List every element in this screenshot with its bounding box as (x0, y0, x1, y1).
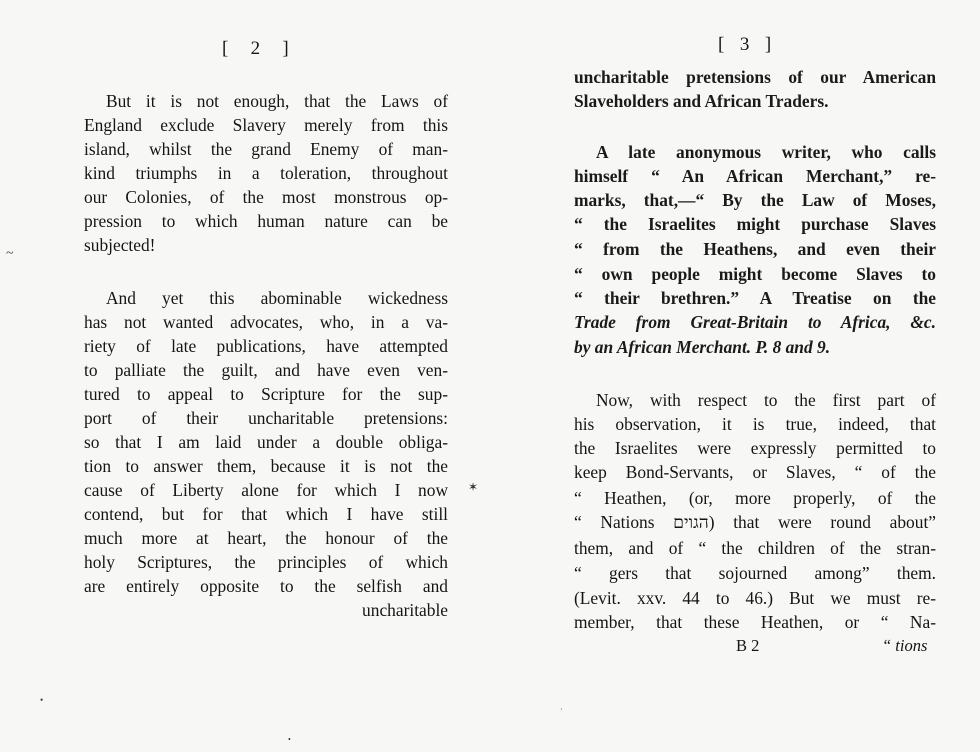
text-line: so that I am laid under a double obliga- (84, 432, 448, 452)
text-line: riety of late publications, have attempted (84, 336, 448, 356)
text-line: are entirely opposite to the selfish and (84, 576, 448, 596)
text-line: uncharitable pretensions of our American (574, 67, 936, 87)
text-line: marks, that,—“ By the Law of Moses, (574, 190, 936, 210)
scan-speck: ~ (6, 246, 14, 261)
text-line: tion to answer them, because it is not the (84, 456, 448, 476)
text-line: much more at heart, the honour of the (84, 528, 448, 548)
text-line: port of their uncharitable pretensions: (84, 408, 448, 428)
text-line: by an African Merchant. P. 8 and 9. (574, 337, 831, 357)
text-line: Now, with respect to the first part of (596, 390, 936, 410)
text-line: But it is not enough, that the Laws of (106, 91, 448, 111)
page-number-3: [ 3 ] (718, 34, 774, 55)
text-line: them, and of “ the children of the stran- (574, 538, 936, 558)
text-line: holy Scriptures, the principles of which (84, 552, 448, 572)
scan-speck: ✶ (468, 480, 479, 494)
text-line: “ the Israelites might purchase Slaves (574, 214, 936, 234)
scan-speck: · (560, 705, 563, 714)
text-line: “ gers that sojourned among” them. (574, 563, 936, 583)
text-line: our Colonies, of the most monstrous op- (84, 187, 448, 207)
page-number-2: [ 2 ] (222, 38, 291, 59)
text-line: (Levit. xxv. 44 to 46.) But we must re- (574, 588, 936, 608)
catchword: uncharitable (362, 600, 448, 620)
text-line: A late anonymous writer, who calls (596, 142, 936, 162)
text-line: And yet this abominable wickedness (106, 288, 448, 308)
text-line: “ Heathen, (or, more properly, of the (574, 488, 936, 508)
text-line: has not wanted advocates, who, in a va- (84, 312, 448, 332)
text-line: “ Nations הגוים) that were round about” (574, 512, 937, 532)
text-line: kind triumphs in a toleration, throughout (84, 163, 448, 183)
text-line: “ their brethren.” A Treatise on the (574, 288, 936, 308)
text-line: Slaveholders and African Traders. (574, 91, 829, 111)
right-page (288, 0, 980, 752)
text-line: subjected! (84, 235, 156, 255)
text-line: member, that these Heathen, or “ Na- (574, 612, 936, 632)
text-line: his observation, it is true, indeed, that (574, 414, 936, 434)
text-line: contend, but for that which I have still (84, 504, 448, 524)
catchword: “ tions (882, 636, 928, 655)
text-line: tured to appeal to Scripture for the sup- (84, 384, 448, 404)
text-line: cause of Liberty alone for which I now (84, 480, 448, 500)
text-line: island, whilst the grand Enemy of man- (84, 139, 448, 159)
text-line: pression to which human nature can be (84, 211, 448, 231)
text-line: England exclude Slavery merely from this (84, 115, 448, 135)
text-line: “ own people might become Slaves to (574, 264, 936, 284)
text-line: Trade from Great-Britain to Africa, &c. (574, 312, 936, 332)
scan-speck: • (40, 695, 44, 705)
signature-mark: B 2 (736, 636, 760, 655)
text-line: the Israelites were expressly permitted to (574, 438, 936, 458)
scan-speck: • (288, 735, 291, 744)
text-line: keep Bond-Servants, or Slaves, “ of the (574, 462, 936, 482)
text-line: “ from the Heathens, and even their (574, 239, 936, 259)
text-line: himself “ An African Merchant,” re- (574, 166, 936, 186)
text-line: to palliate the guilt, and have even ven- (84, 360, 448, 380)
